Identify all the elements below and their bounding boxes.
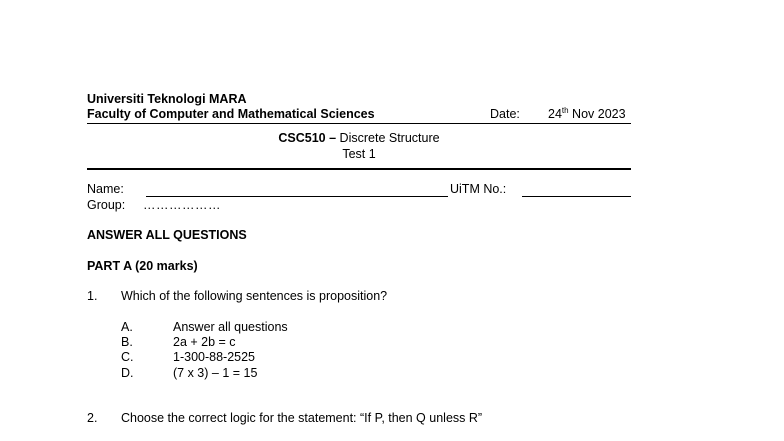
group-label: Group: — [87, 198, 126, 212]
option-c-letter: C. — [121, 350, 134, 364]
university-name: Universiti Teknologi MARA — [87, 92, 247, 106]
answer-all-heading: ANSWER ALL QUESTIONS — [87, 228, 247, 242]
option-a-text: Answer all questions — [173, 320, 288, 334]
group-field-dots: ……………… — [143, 198, 221, 212]
option-b-letter: B. — [121, 335, 133, 349]
date-day: 24 — [548, 107, 562, 121]
test-title: Test 1 — [342, 147, 376, 161]
course-code: CSC510 – — [278, 131, 337, 145]
question-1-text: Which of the following sentences is proposition? — [121, 289, 388, 303]
option-a-letter: A. — [121, 320, 133, 334]
date-rest: Nov 2023 — [568, 107, 626, 121]
name-label: Name: — [87, 182, 124, 196]
date-label: Date: — [490, 107, 520, 121]
name-field-line — [146, 196, 448, 197]
uitm-no-field-line — [522, 196, 631, 197]
option-b-text: 2a + 2b = c — [173, 335, 236, 349]
course-title — [87, 131, 631, 145]
uitm-no-label: UiTM No.: — [450, 182, 507, 196]
header-divider — [87, 123, 631, 124]
option-c-text: 1-300-88-2525 — [173, 350, 256, 364]
option-d-text: (7 x 3) – 1 = 15 — [173, 366, 258, 380]
option-d-letter: D. — [121, 366, 134, 380]
question-2-text: Choose the correct logic for the statement: “If P, then Q unless R” — [121, 411, 483, 425]
question-2-number: 2. — [87, 411, 98, 425]
question-1-number: 1. — [87, 289, 98, 303]
date-suffix: th — [561, 105, 569, 115]
date-value — [548, 107, 626, 121]
course-name: Discrete Structure — [336, 131, 440, 145]
faculty-name: Faculty of Computer and Mathematical Sciences — [87, 107, 375, 121]
thick-divider — [87, 168, 631, 170]
part-a-heading: PART A (20 marks) — [87, 259, 198, 273]
